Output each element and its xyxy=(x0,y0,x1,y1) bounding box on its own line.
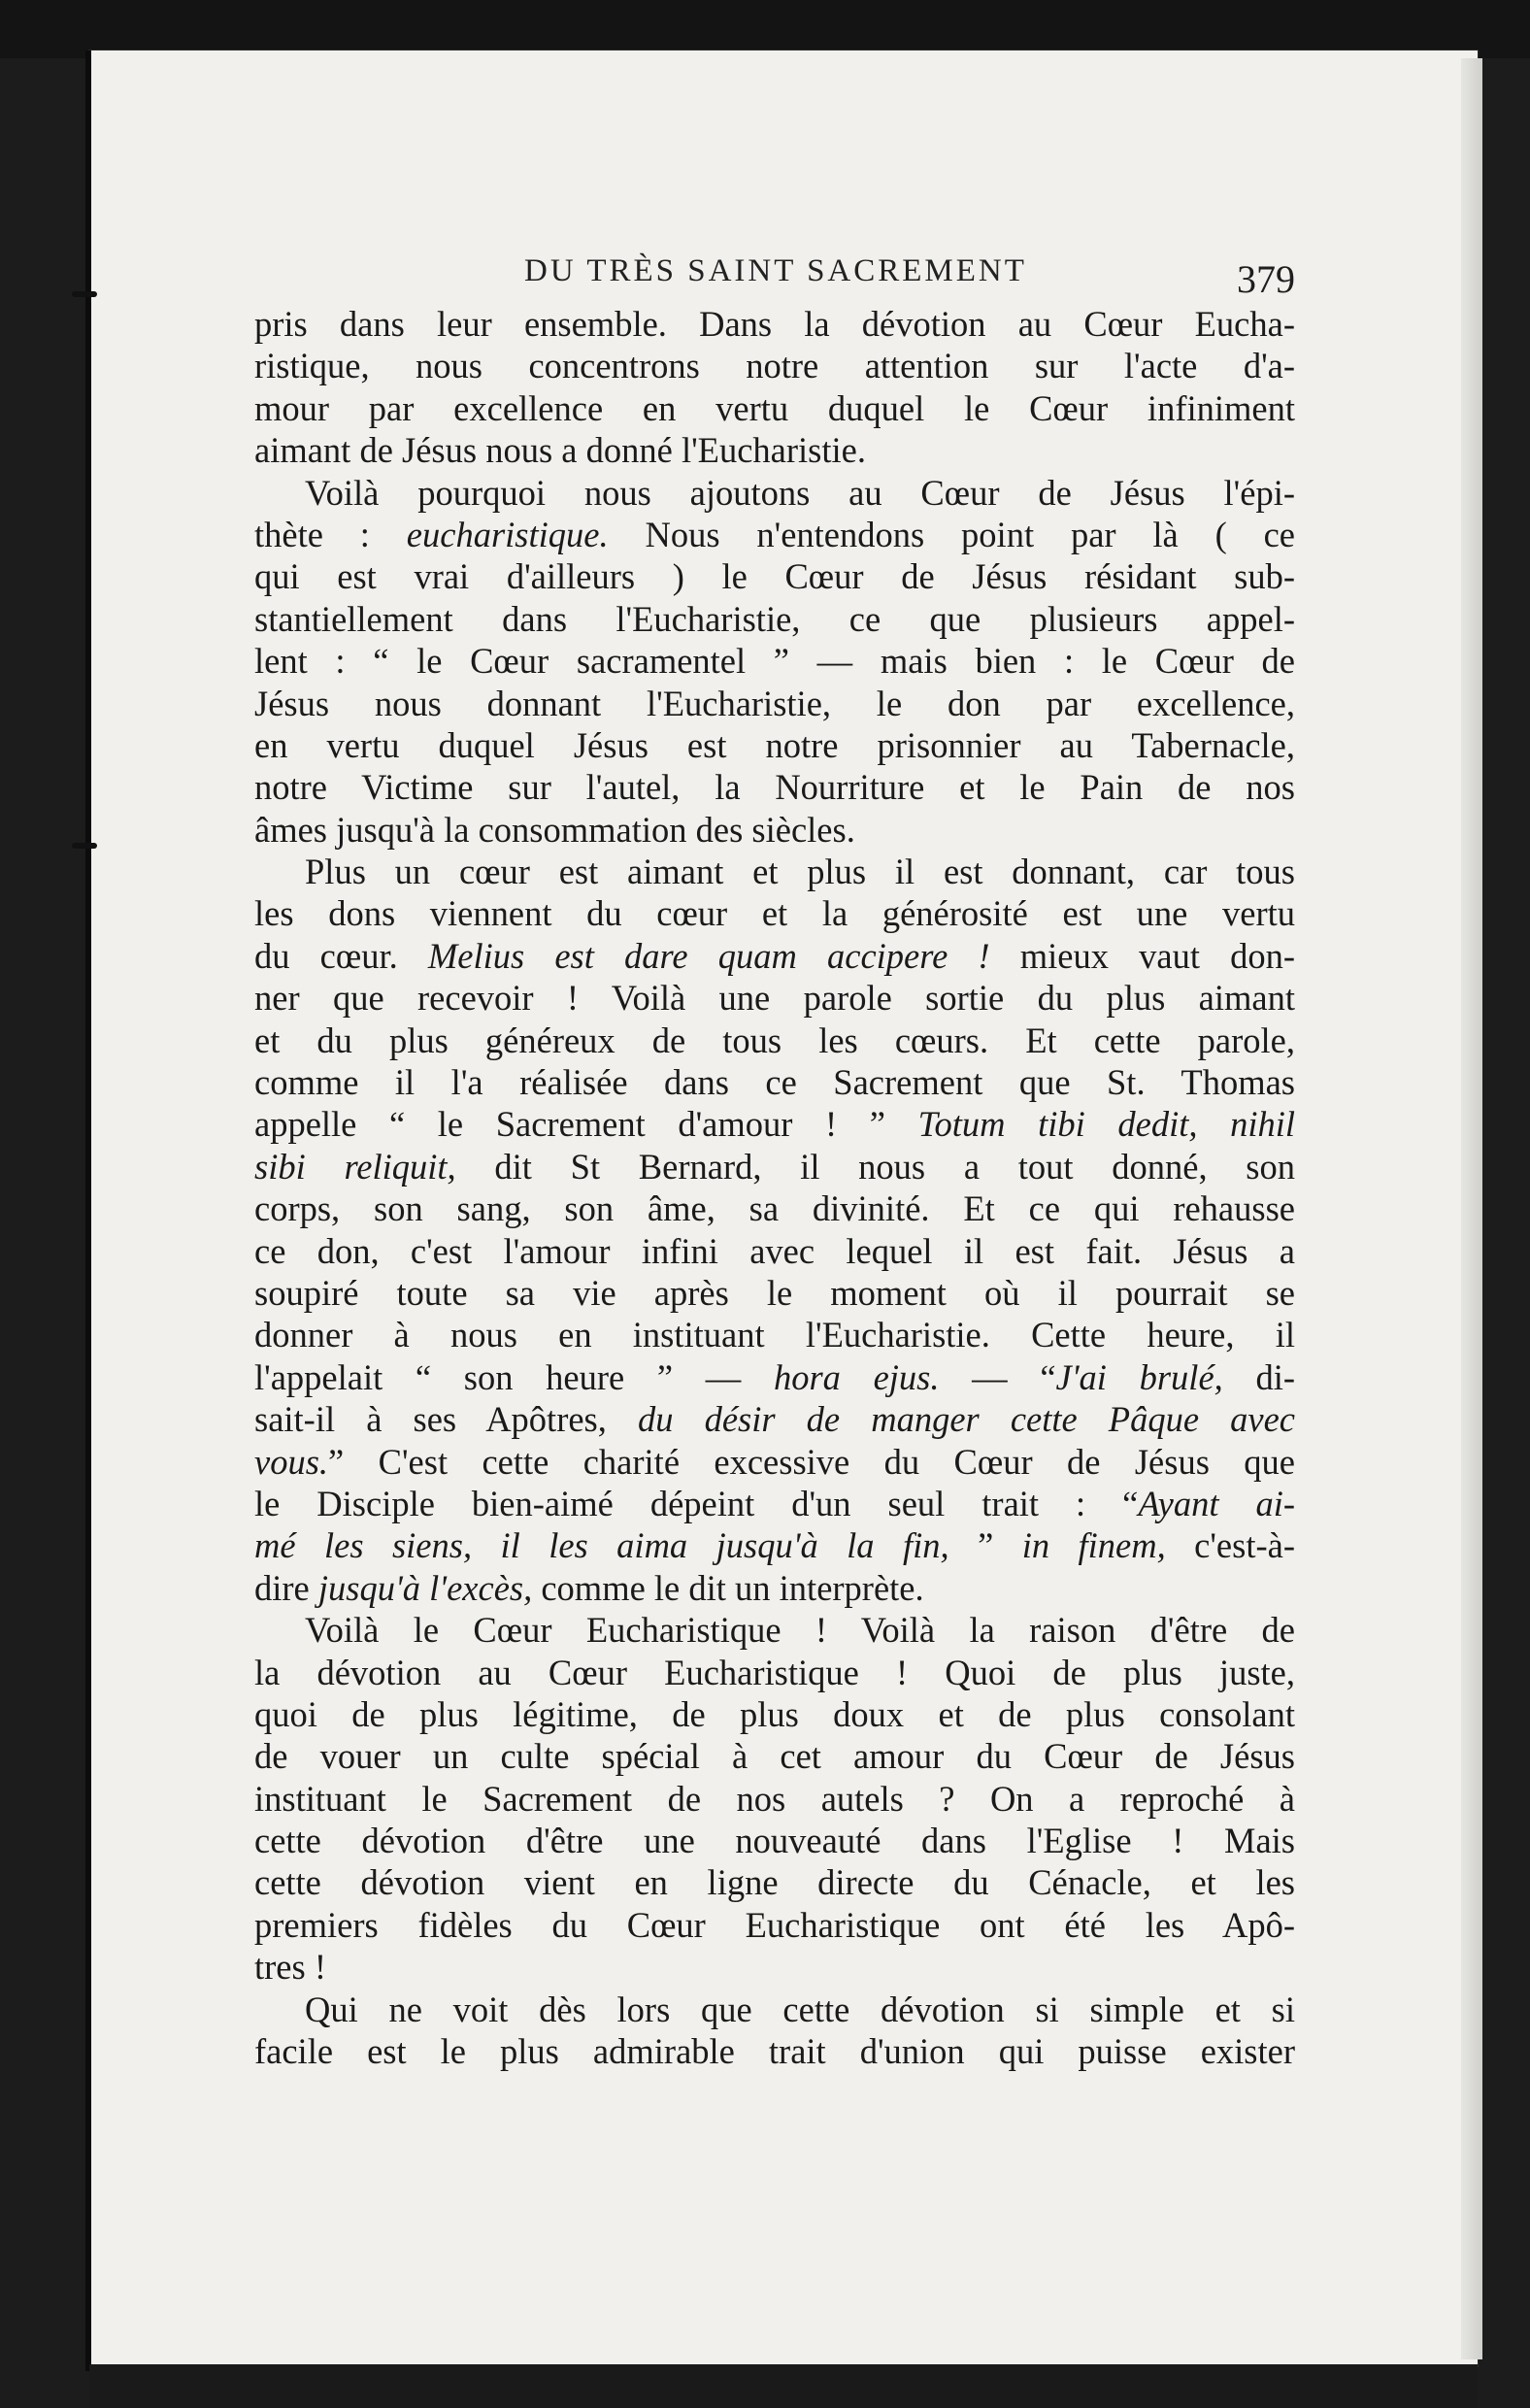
text-line: ce don, c'est l'amour infini avec lequel il est fait. Jésus a xyxy=(254,1230,1295,1271)
text-line: les dons viennent du cœur et la générosité est une vertu xyxy=(254,893,1295,934)
text-line: appelle “ le Sacrement d'amour ! ” Totum tibi dedit, nihil xyxy=(254,1104,1295,1145)
text-line: Voilà le Cœur Eucharistique ! Voilà la raison d'être de xyxy=(305,1610,1295,1651)
italic-text: Melius est dare quam accipere ! xyxy=(427,935,990,976)
text-line: Plus un cœur est aimant et plus il est donnant, car tous xyxy=(305,852,1295,892)
text-line: Voilà pourquoi nous ajoutons au Cœur de Jésus l'épi- xyxy=(305,472,1295,513)
scan-background-top xyxy=(0,0,1530,58)
italic-text: J'ai brulé, xyxy=(1055,1356,1223,1397)
binding-mark xyxy=(72,291,97,297)
text-line: vous.” C'est cette charité excessive du Cœur de Jésus que xyxy=(254,1441,1295,1482)
body-text xyxy=(254,303,1295,2072)
italic-text: sibi reliquit, xyxy=(254,1146,456,1187)
text-line: mé les siens, il les aima jusqu'à la fin, ” in finem, c'est-à- xyxy=(254,1525,1295,1566)
text-line: dire jusqu'à l'excès, comme le dit un interprète. xyxy=(254,1567,924,1608)
text-line: premiers fidèles du Cœur Eucharistique ont été les Apô- xyxy=(254,1904,1295,1945)
text-line: cette dévotion d'être une nouveauté dans l'Eglise ! Mais xyxy=(254,1821,1295,1861)
italic-text: du désir de manger cette Pâque avec xyxy=(637,1399,1295,1440)
text-line: aimant de Jésus nous a donné l'Eucharistie. xyxy=(254,430,866,471)
text-line: mour par excellence en vertu duquel le Cœur infiniment xyxy=(254,387,1295,428)
binding-gutter xyxy=(85,50,91,2371)
text-line: instituant le Sacrement de nos autels ? On a reproché à xyxy=(254,1778,1295,1819)
text-line: et du plus généreux de tous les cœurs. Et cette parole, xyxy=(254,1020,1295,1060)
text-line: ristique, nous concentrons notre attention sur l'acte d'a- xyxy=(254,346,1295,386)
italic-text: vous. xyxy=(254,1441,329,1482)
text-line: cette dévotion vient en ligne directe du Cénacle, et les xyxy=(254,1862,1295,1903)
page-header xyxy=(254,251,1295,309)
italic-text: Ayant ai- xyxy=(1138,1483,1295,1523)
text-line: qui est vrai d'ailleurs ) le Cœur de Jésus résidant sub- xyxy=(254,556,1295,597)
scan-background-bottom xyxy=(89,2364,1478,2408)
text-line: la dévotion au Cœur Eucharistique ! Quoi de plus juste, xyxy=(254,1652,1295,1692)
italic-text: eucharistique. xyxy=(406,514,609,554)
italic-text: jusqu'à l'excès, xyxy=(317,1567,533,1608)
text-line: l'appelait “ son heure ” — hora ejus. — “J'ai brulé, di- xyxy=(254,1356,1295,1397)
binding-mark xyxy=(72,843,97,849)
text-line: facile est le plus admirable trait d'union qui puisse exister xyxy=(254,2031,1295,2072)
italic-text: in finem, xyxy=(1021,1525,1166,1566)
text-line: thète : eucharistique. Nous n'entendons point par là ( ce xyxy=(254,514,1296,554)
text-line: le Disciple bien-aimé dépeint d'un seul trait : “Ayant ai- xyxy=(254,1483,1295,1523)
page-edge-shadow xyxy=(1461,58,1482,2359)
text-line: âmes jusqu'à la consommation des siècles. xyxy=(254,809,855,850)
text-line: lent : “ le Cœur sacramentel ” — mais bien : le Cœur de xyxy=(254,641,1295,682)
text-line: Jésus nous donnant l'Eucharistie, le don par excellence, xyxy=(254,683,1295,723)
text-line: notre Victime sur l'autel, la Nourriture et le Pain de nos xyxy=(254,767,1295,808)
text-line: ner que recevoir ! Voilà une parole sortie du plus aimant xyxy=(254,978,1295,1019)
text-line: pris dans leur ensemble. Dans la dévotion au Cœur Eucha- xyxy=(254,304,1295,344)
text-line: quoi de plus légitime, de plus doux et de plus consolant xyxy=(254,1693,1295,1734)
page-number: 379 xyxy=(1237,257,1295,301)
italic-text: Totum tibi dedit, nihil xyxy=(917,1104,1295,1145)
text-line: comme il l'a réalisée dans ce Sacrement que St. Thomas xyxy=(254,1062,1295,1103)
running-head: DU TRÈS SAINT SACREMENT xyxy=(524,253,1027,288)
text-line: du cœur. Melius est dare quam accipere ! mieux vaut don- xyxy=(254,935,1296,976)
text-line: stantiellement dans l'Eucharistie, ce que plusieurs appel- xyxy=(254,598,1295,639)
italic-text: mé les siens, il les aima jusqu'à la fin, xyxy=(254,1525,949,1566)
text-line: sait-il à ses Apôtres, du désir de manger cette Pâque avec xyxy=(254,1399,1295,1440)
text-line: sibi reliquit, dit St Bernard, il nous a tout donné, son xyxy=(254,1146,1295,1187)
text-line: donner à nous en instituant l'Eucharistie. Cette heure, il xyxy=(254,1315,1295,1355)
text-line: tres ! xyxy=(254,1947,326,1988)
text-line: Qui ne voit dès lors que cette dévotion si simple et si xyxy=(305,1989,1295,2029)
text-line: en vertu duquel Jésus est notre prisonnier au Tabernacle, xyxy=(254,724,1295,765)
text-line: corps, son sang, son âme, sa divinité. Et ce qui rehausse xyxy=(254,1188,1295,1229)
text-line: de vouer un culte spécial à cet amour du Cœur de Jésus xyxy=(254,1736,1295,1777)
text-line: soupiré toute sa vie après le moment où il pourrait se xyxy=(254,1272,1295,1313)
italic-text: hora ejus. xyxy=(773,1356,940,1397)
